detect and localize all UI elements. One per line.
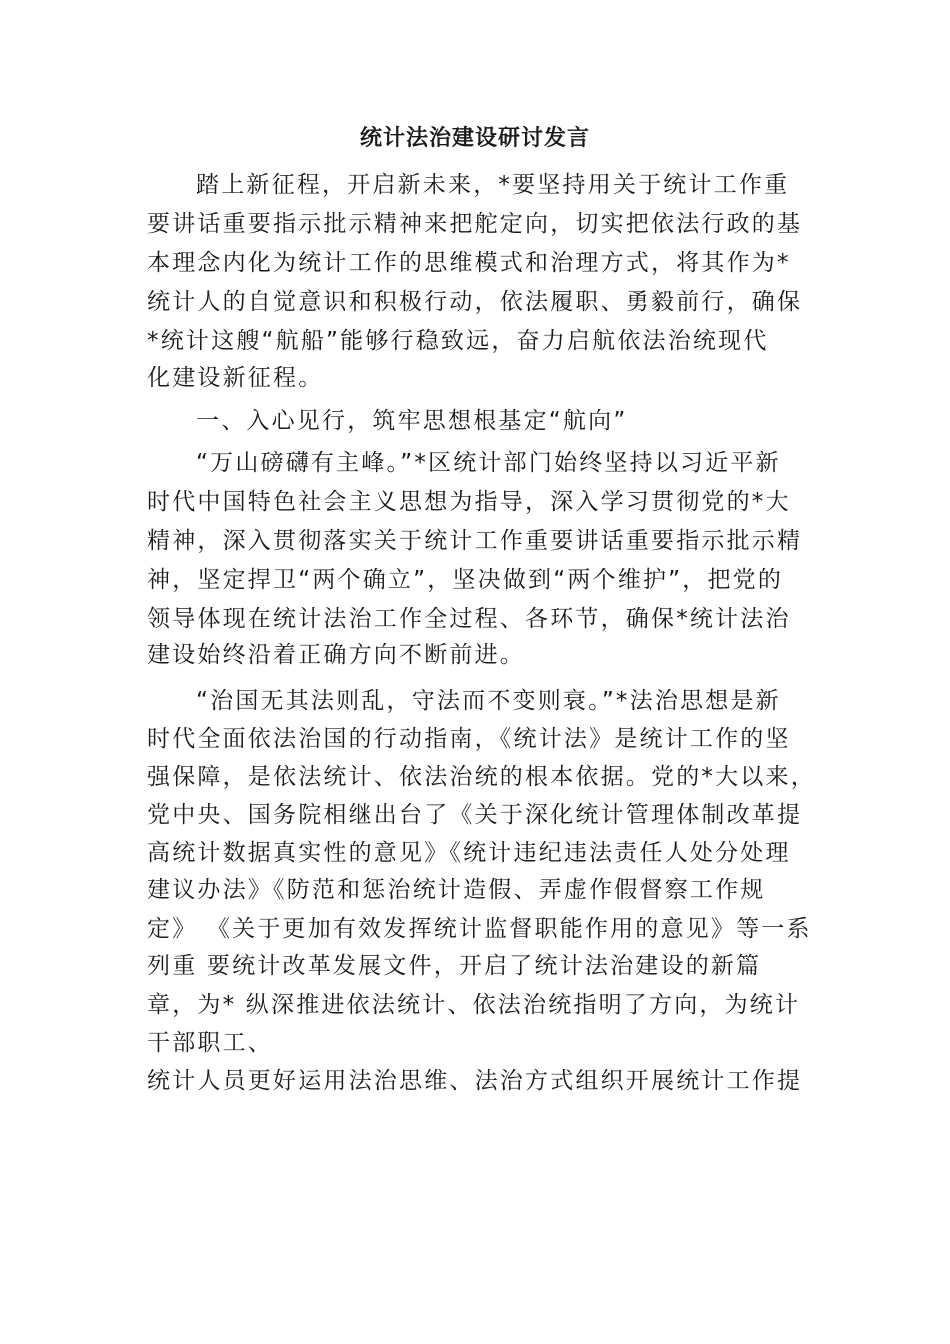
paragraph-line: 统计人的自觉意识和积极行动，依法履职、勇毅前行，确保 — [147, 289, 803, 315]
document-title: 统计法治建设研讨发言 — [359, 126, 590, 151]
paragraph-line: 章，为* 纵深推进依法统计、依法治统指明了方向，为统计 — [147, 992, 801, 1018]
paragraph-line: 定》 《关于更加有效发挥统计监督职能作用的意见》等一系 — [147, 916, 812, 942]
paragraph-line: 列重 要统计改革发展文件，开启了统计法治建设的新篇 — [147, 953, 762, 979]
paragraph-line: 统计人员更好运用法治思维、法治方式组织开展统计工作提 — [147, 1068, 803, 1094]
paragraph-line: “治国无其法则乱，守法而不变则衰。”*法治思想是新 — [196, 688, 781, 714]
paragraph-line: 建设始终沿着正确方向不断前进。 — [147, 642, 525, 668]
section-heading: 一、入心见行，筑牢思想根基定“航向” — [196, 408, 628, 434]
paragraph-line: 时代中国特色社会主义思想为指导，深入学习贯彻党的*大 — [147, 489, 791, 515]
paragraph-line: 强保障，是依法统计、依法治统的根本依据。党的*大以来， — [147, 764, 816, 790]
paragraph-line: 神，坚定捍卫“两个确立”，坚决做到“两个维护”，把党的 — [147, 567, 784, 593]
paragraph-line: 领导体现在统计法治工作全过程、各环节，确保*统计法治 — [147, 606, 791, 632]
paragraph-line: 精神，深入贯彻落实关于统计工作重要讲话重要指示批示精 — [147, 528, 803, 554]
paragraph-line: 本理念内化为统计工作的思维模式和治理方式，将其作为* — [147, 250, 791, 276]
paragraph-line: 党中央、国务院相继出台了《关于深化统计管理体制改革提 — [147, 802, 803, 828]
paragraph-line: 要讲话重要指示批示精神来把舵定向，切实把依法行政的基 — [147, 211, 803, 237]
paragraph-line: 高统计数据真实性的意见》《统计违纪违法责任人处分处理 — [147, 840, 791, 866]
paragraph-line: 时代全面依法治国的行动指南，《统计法》是统计工作的坚 — [147, 726, 791, 752]
paragraph-line: 干部职工、 — [147, 1030, 273, 1056]
paragraph-line: 化建设新征程。 — [147, 365, 324, 391]
paragraph-line: “万山磅礴有主峰。”*区统计部门始终坚持以习近平新 — [196, 450, 781, 476]
paragraph-line: *统计这艘“航船”能够行稳致远，奋力启航依法治统现代 — [147, 328, 769, 354]
paragraph-line: 踏上新征程，开启新未来，*要坚持用关于统计工作重 — [196, 172, 790, 198]
paragraph-line: 建议办法》《防范和惩治统计造假、弄虚作假督察工作规 — [147, 877, 766, 903]
